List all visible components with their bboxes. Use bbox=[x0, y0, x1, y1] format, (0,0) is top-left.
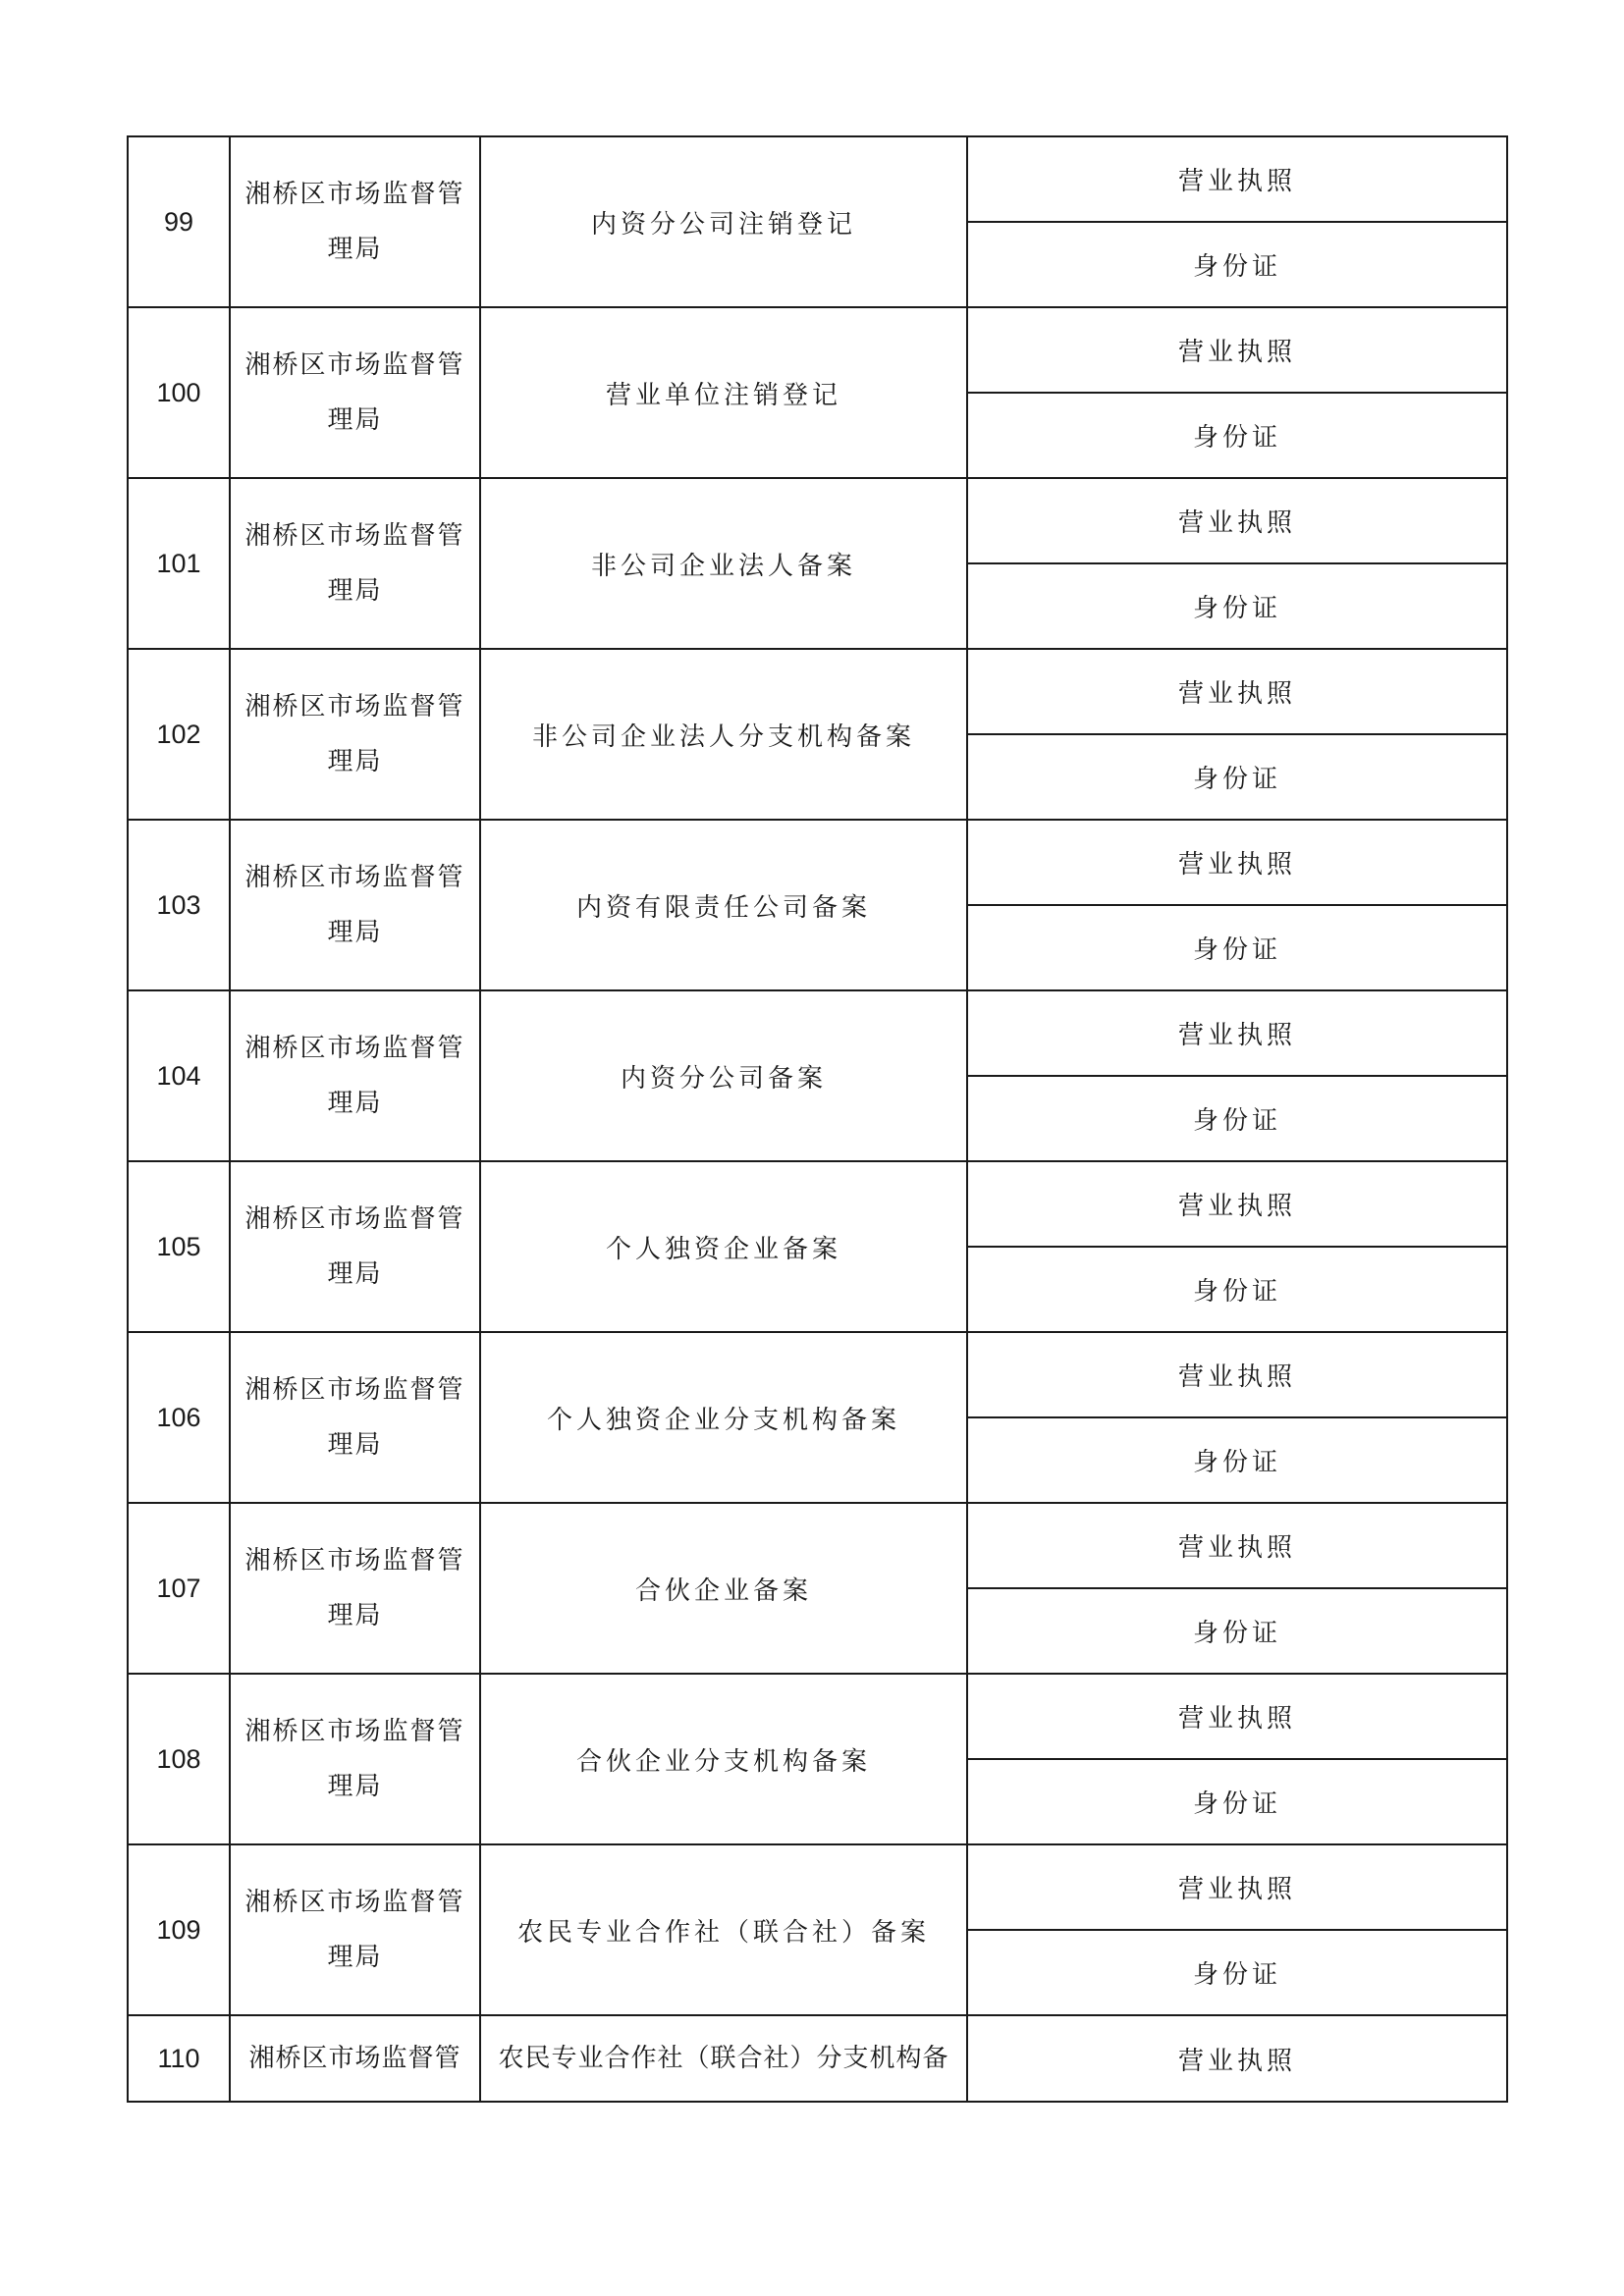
table-row bbox=[128, 478, 1507, 563]
department-name-line-2: 理局 bbox=[327, 1430, 383, 1460]
department-name-line-1: 湘桥区市场监督管 bbox=[244, 1888, 465, 1917]
table-row bbox=[128, 1332, 1507, 1417]
row-number: 106 bbox=[128, 1332, 230, 1503]
service-item: 内资分公司注销登记 bbox=[480, 136, 967, 307]
required-material: 身份证 bbox=[967, 393, 1507, 478]
required-material: 营业执照 bbox=[967, 1503, 1507, 1588]
row-number: 103 bbox=[128, 820, 230, 990]
required-material: 身份证 bbox=[967, 1588, 1507, 1674]
required-material: 身份证 bbox=[967, 1417, 1507, 1503]
table-row bbox=[128, 1844, 1507, 1930]
service-item: 非公司企业法人备案 bbox=[480, 478, 967, 649]
department-name-line-2: 理局 bbox=[327, 576, 383, 606]
table-row bbox=[128, 1674, 1507, 1759]
required-material: 身份证 bbox=[967, 222, 1507, 307]
table-row bbox=[128, 649, 1507, 734]
department-name-line-2: 理局 bbox=[327, 1772, 383, 1801]
department-name bbox=[230, 990, 480, 1161]
required-material: 营业执照 bbox=[967, 478, 1507, 563]
required-material: 身份证 bbox=[967, 1247, 1507, 1332]
document-table bbox=[127, 135, 1508, 2103]
department-name bbox=[230, 1674, 480, 1844]
department-name-line-2: 理局 bbox=[327, 1601, 383, 1630]
row-number: 101 bbox=[128, 478, 230, 649]
row-number: 107 bbox=[128, 1503, 230, 1674]
row-number: 110 bbox=[128, 2015, 230, 2102]
table-row bbox=[128, 990, 1507, 1076]
department-name-line-1: 湘桥区市场监督管 bbox=[244, 180, 465, 209]
required-material: 营业执照 bbox=[967, 990, 1507, 1076]
required-material: 身份证 bbox=[967, 563, 1507, 649]
department-name-line-2: 理局 bbox=[327, 1089, 383, 1118]
department-name-line-1: 湘桥区市场监督管 bbox=[244, 350, 465, 380]
required-material: 身份证 bbox=[967, 1076, 1507, 1161]
required-material: 营业执照 bbox=[967, 2015, 1507, 2102]
service-item: 个人独资企业分支机构备案 bbox=[480, 1332, 967, 1503]
row-number: 99 bbox=[128, 136, 230, 307]
department-name-line-1: 湘桥区市场监督管 bbox=[244, 1034, 465, 1063]
department-name-line-2: 理局 bbox=[327, 1943, 383, 1972]
required-material: 身份证 bbox=[967, 1930, 1507, 2015]
required-material: 身份证 bbox=[967, 905, 1507, 990]
department-name bbox=[230, 1161, 480, 1332]
service-item: 营业单位注销登记 bbox=[480, 307, 967, 478]
service-item: 内资有限责任公司备案 bbox=[480, 820, 967, 990]
department-name-line-1: 湘桥区市场监督管 bbox=[244, 1204, 465, 1234]
department-name-line-1: 湘桥区市场监督管 bbox=[244, 692, 465, 721]
service-item: 合伙企业分支机构备案 bbox=[480, 1674, 967, 1844]
required-material: 营业执照 bbox=[967, 1844, 1507, 1930]
service-item: 农民专业合作社（联合社）备案 bbox=[480, 1844, 967, 2015]
department-name-line-1: 湘桥区市场监督管 bbox=[244, 863, 465, 892]
service-item: 内资分公司备案 bbox=[480, 990, 967, 1161]
department-name bbox=[230, 820, 480, 990]
table-row bbox=[128, 820, 1507, 905]
table-row bbox=[128, 1503, 1507, 1588]
department-name bbox=[230, 649, 480, 820]
table-row-last bbox=[128, 2015, 1507, 2102]
row-number: 108 bbox=[128, 1674, 230, 1844]
required-material: 身份证 bbox=[967, 734, 1507, 820]
department-name-line-1: 湘桥区市场监督管 bbox=[244, 1546, 465, 1575]
department-name-line-2: 理局 bbox=[327, 235, 383, 264]
row-number: 104 bbox=[128, 990, 230, 1161]
table-row bbox=[128, 1161, 1507, 1247]
required-material: 营业执照 bbox=[967, 820, 1507, 905]
department-name-line-1: 湘桥区市场监督管 bbox=[244, 1717, 465, 1746]
department-name-line-1: 湘桥区市场监督管 bbox=[244, 521, 465, 551]
required-material: 营业执照 bbox=[967, 1161, 1507, 1247]
department-name-line-2: 理局 bbox=[327, 918, 383, 947]
department-name-line-2: 理局 bbox=[327, 1259, 383, 1289]
department-name-line-2: 理局 bbox=[327, 747, 383, 776]
required-material: 营业执照 bbox=[967, 649, 1507, 734]
required-material: 营业执照 bbox=[967, 136, 1507, 222]
table-row bbox=[128, 307, 1507, 393]
service-item: 农民专业合作社（联合社）分支机构备 bbox=[480, 2015, 967, 2102]
required-material: 营业执照 bbox=[967, 1674, 1507, 1759]
service-item: 合伙企业备案 bbox=[480, 1503, 967, 1674]
table-body bbox=[128, 136, 1507, 2102]
required-material: 营业执照 bbox=[967, 307, 1507, 393]
required-material: 身份证 bbox=[967, 1759, 1507, 1844]
department-name bbox=[230, 136, 480, 307]
department-name bbox=[230, 1503, 480, 1674]
row-number: 100 bbox=[128, 307, 230, 478]
department-name bbox=[230, 307, 480, 478]
department-name: 湘桥区市场监督管 bbox=[230, 2015, 480, 2102]
service-item: 个人独资企业备案 bbox=[480, 1161, 967, 1332]
department-name-line-1: 湘桥区市场监督管 bbox=[244, 1375, 465, 1405]
row-number: 109 bbox=[128, 1844, 230, 2015]
department-name bbox=[230, 1332, 480, 1503]
row-number: 102 bbox=[128, 649, 230, 820]
department-name-line-2: 理局 bbox=[327, 405, 383, 435]
required-material: 营业执照 bbox=[967, 1332, 1507, 1417]
table-row bbox=[128, 136, 1507, 222]
row-number: 105 bbox=[128, 1161, 230, 1332]
department-name bbox=[230, 1844, 480, 2015]
service-item: 非公司企业法人分支机构备案 bbox=[480, 649, 967, 820]
department-name bbox=[230, 478, 480, 649]
